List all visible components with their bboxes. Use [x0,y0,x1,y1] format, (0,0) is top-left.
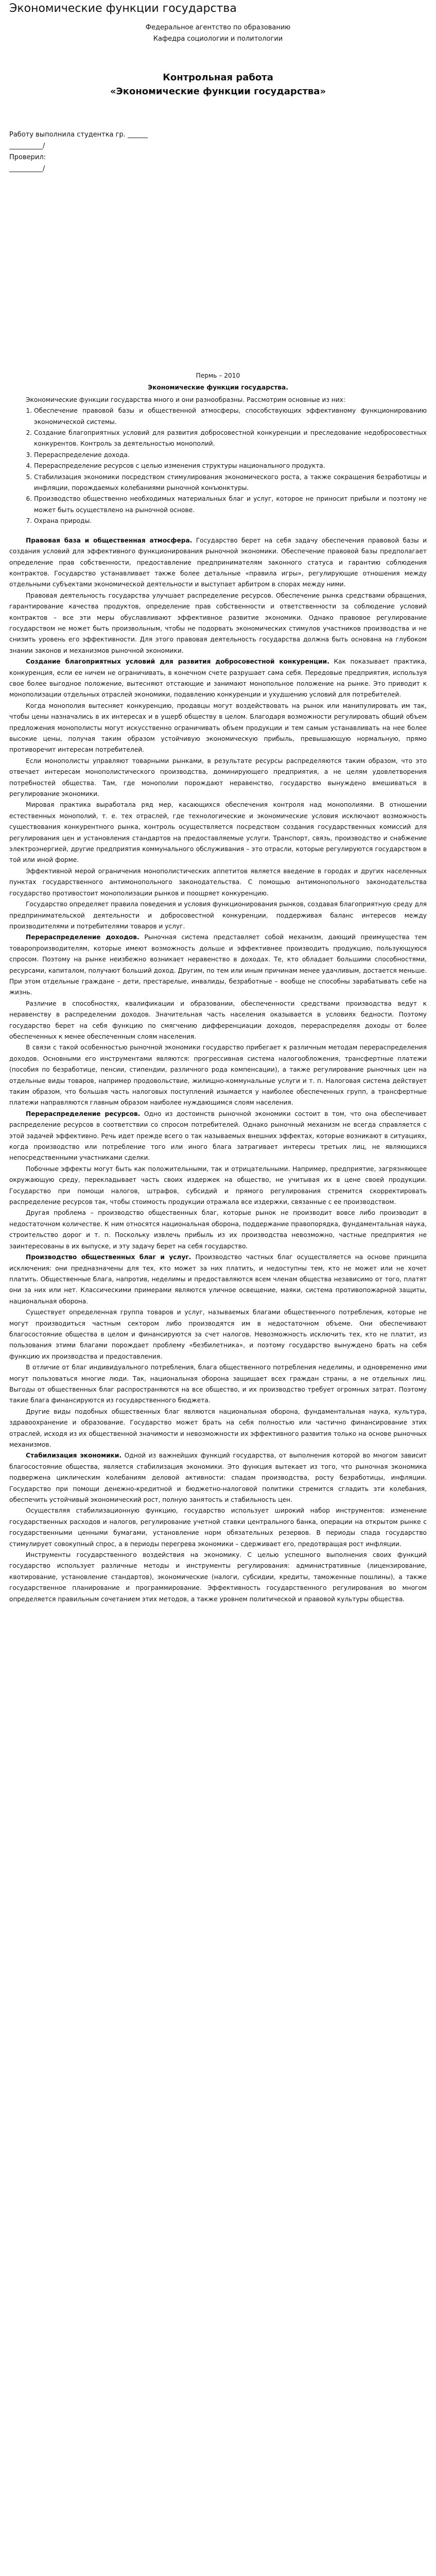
paragraph [9,656,427,701]
paragraph [9,535,427,590]
spacer [9,175,427,370]
author-line: Работу выполнила студентка гр. ______ [9,131,148,139]
checker-label: Проверил: [9,154,46,161]
department-line: Кафедра социологии и политологии [153,35,283,43]
paragraph-text: Государство берет на себя задачу обеспечения правовой базы и создания условий для эффективного функционирования рыночной экономики. Обеспечение правовой базы предполагает определение прав собственности, предоставление предпринимателям законного статуса и гарантию соблюдения контрактов. Государство устанавливает также более детальные «правила игры», регулирующие отношения между отдельными субъектами экономической деятельности и выступает арбитром в спорах между ними. [9,536,427,588]
list-item: 1. Обеспечение правовой базы и общественной атмосферы, способствующих эффективному функционированию экономической системы. [34,405,427,428]
list-item: 2. Создание благоприятных условий для развития добросовестной конкуренции и преследование недобросовестных конкурентов. Контроль за деятельностью монополий. [34,428,427,450]
author-form [9,129,427,175]
section-heading: Перераспределение ресурсов. [26,1110,141,1117]
work-type: Контрольная работа [163,72,273,83]
checker-signature-line: __________/ [9,165,45,173]
paragraph: Другие виды подобных общественных благ являются национальная оборона, фундаментальная наука, культура, здравоохранение и образование. Государство может брать на себя полностью или частично финансирование этих отраслей, исходя из их общественной значимости и невозможности их эффективного развития только на основе рыночных механизмов. [9,1408,427,1448]
list-item: 7. Охрана природы. [34,516,427,527]
functions-list [9,405,427,527]
list-item: 4. Перераспределение ресурсов с целью изменения структуры национального продукта. [34,461,427,471]
author-signature-line: __________/ [9,142,45,150]
paragraph: В связи с такой особенностью рыночной экономики государство прибегает к различным методам перераспределения доходов. Основными его инструментами являются: прогрессивная система налогообложения, трансфертные платежи (пособия по безработице, пенсии, стипендии, различного рода компенсации), а также регулирование рыночных цен на отдельные виды товаров, например продовольствие, жилищно-коммунальные услуги и т. п. Налоговая система действует таким образом, что большая часть налоговых поступлений изымается у наиболее обеспеченных групп, а трансфертные платежи направляются главным образом наиболее нуждающимся слоям населения. [9,1044,427,1107]
paragraph [9,1109,427,1164]
city-year: Пермь – 2010 [196,372,240,379]
section-heading: Производство общественных благ и услуг. [26,1253,191,1261]
section-heading: Стабилизация экономики. [26,1452,122,1460]
section-heading: Создание благоприятных условий для развития добросовестной конкуренции. [26,658,329,666]
list-item: 5. Стабилизация экономики посредством стимулирования экономического роста, а также сокращения безработицы и инфляции, порождаемых колебаниями рыночной конъюнктуры. [34,472,427,494]
paragraph: Мировая практика выработала ряд мер, касающихся обеспечения контроля над монополиями. В отношении естественных монополий, т. е. тех отраслей, где технологические и экономические условия исключают возможность существования конкурентного рынка, контроль осуществляется посредством создания государственных комиссий для регулирования цен и установления стандартов на предоставляемые услуги. Транспорт, связь, производство и снабжение электроэнергией, другие предприятия коммунального обслуживания – это отрасли, которые регулируются государством в той или иной форме. [9,801,427,864]
section-heading: Перераспределение доходов. [26,934,139,941]
paragraph: Когда монополия вытесняет конкуренцию, продавцы могут воздействовать на рынок или манипулировать им так, чтобы цены назначались в их интересах и в ущерб обществу в целом. Благодаря возможности регулировать общий объем предложения монополисты могут искусственно ограничивать объем продукции и тем самым устанавливать на нее более высокие цены, получая таким образом устойчивую экономическую прибыль, превышающую нормальную, прямо противоречит интересам потребителей. [9,702,427,754]
paragraph [9,932,427,998]
paragraph [9,1450,427,1505]
paragraph [9,1252,427,1307]
paragraph: Осуществляя стабилизационную функцию, государство использует широкий набор инструментов: изменение государственных расходов и налогов, регулирование учетной ставки центрального банка, операции на открытом рынке с государственными ценными бумагами, установление норм обязательных резервов. В периоды спада государство стимулирует совокупный спрос, а в периоды перегрева экономики – сдерживает его, предотвращая рост инфляции. [9,1507,427,1548]
paragraph: Другая проблема – производство общественных благ, которые рынок не производит вовсе либо производит в недостаточном количестве. К ним относятся национальная оборона, поддержание правопорядка, фундаментальная наука, строительство дорог и т. п. Поскольку извлечь прибыль из их производства невозможно, частные предприятия не заинтересованы в их выпуске, и эту задачу берет на себя государство. [9,1209,427,1250]
list-item: 3. Перераспределение дохода. [34,450,427,461]
paragraph: Эффективной мерой ограничения монополистических аппетитов является введение в городах и других населенных пунктах государственного антимонопольного законодательства. С помощью антимонопольного законодательства государство противостоит монополизации рынков и поощряет конкуренцию. [9,867,427,897]
document-top-title: Экономические функции государства [9,2,237,15]
section-heading: Правовая база и общественная атмосфера. [26,536,193,544]
intro-paragraph: Экономические функции государства много и они разнообразны. Рассмотрим основные из них: [26,396,346,403]
paragraph-text: Как показывает практика, конкуренция, если ее ничем не ограничивать, в конечном счете разрушает сама себя. Передовые предприятия, используя свое более выгодное положение, вытесняют отстающие и занимают монопольное положение на рынке. Это приводит к монополизации отдельных отраслей экономики, подавлению конкуренции и ухудшению условий для потребителей. [9,658,427,699]
paragraph: Существует определенная группа товаров и услуг, называемых благами общественного потребления, которые не могут производиться частным сектором либо производятся им в недостаточном объеме. Они обеспечивают благосостояние общества в целом и финансируются за счет налогов. Невозможность исключить тех, кто не платит, из пользования этими благами порождает проблему «безбилетника», и поэтому государство вынуждено брать на себя функцию их производства и предоставления. [9,1309,427,1360]
paragraph: Если монополисты управляют товарными рынками, в результате ресурсы распределяются таким образом, что это отвечает интересам монополистического производства, доминирующего предприятия, а не целям удовлетворения потребностей общества. Там, где монополии порождают неравенство, государство вынуждено вмешиваться в регулирование экономики. [9,757,427,798]
paragraph-text: Одной из важнейших функций государства, от выполнения которой во многом зависит благосостояние общества, является стабилизация экономики. Это функция вытекает из того, что рыночная экономика подвержена циклическим колебаниям деловой активности: спадам производства, росту безработицы, инфляции. Государство при помощи денежно-кредитной и бюджетно-налоговой политики стремится сгладить эти колебания, обеспечить устойчивый экономический рост, полную занятость и стабильность цен. [9,1452,427,1504]
agency-line: Федеральное агентство по образованию [145,24,291,31]
paragraph: Государство определяет правила поведения и условия функционирования рынков, создавая благоприятную среду для предпринимательской деятельности и добросовестной конкуренции, поддерживая баланс интересов между производителями и потребителями товаров и услуг. [9,901,427,930]
paragraph: В отличие от благ индивидуального потребления, блага общественного потребления неделимы, и одновременно ими могут пользоваться многие люди. Так, национальная оборона защищает всех граждан страны, а не отдельных лиц. Выгоды от общественных благ распространяются на все общество, и их производство требует огромных затрат. Поэтому такие блага финансируются из государственного бюджета. [9,1364,427,1404]
paragraph: Различие в способностях, квалификации и образовании, обеспеченности средствами производства ведут к неравенству в распределении доходов. Значительная часть населения оказывается в условиях бедности. Поэтому государство берет на себя функцию по смягчению дифференциации доходов, перераспределяя доходы от более обеспеченных к менее обеспеченным слоям населения. [9,999,427,1040]
work-title: «Экономические функции государства» [110,86,326,97]
paragraph: Побочные эффекты могут быть как положительными, так и отрицательными. Например, предприятие, загрязняющее окружающую среду, перекладывает часть своих издержек на общество, не учитывая их в цене своей продукции. Государство при помощи налогов, штрафов, субсидий и прямого регулирования стремится скорректировать распределение ресурсов так, чтобы стоимость продукции отражала все издержки, связанные с ее производством. [9,1165,427,1206]
list-item: 6. Производство общественно необходимых материальных благ и услуг, которое не приносит прибыли и поэтому не может быть осуществлено на рыночной основе. [34,494,427,516]
paragraph-text: Рыночная система представляет собой механизм, дающий преимущества тем товаропроизводителям, которые имеют возможность дольше и эффективнее производить продукцию, пользующуюся спросом. Поэтому на рынке неизбежно возникает неравенство в доходах. Те, кто обладает большими способностями, ресурсами, капиталом, получают больший доход. Другим, по тем или иным причинам менее удачливым, достается меньше. При этом отдельные граждане – дети, престарелые, инвалиды, безработные – вообще не способны зарабатывать себе на жизнь. [9,934,427,996]
paragraph: Инструменты государственного воздействия на экономику. С целью успешного выполнения своих функций государство использует различные методы и инструменты регулирования: административные (лицензирование, квотирование, установление стандартов), экономические (налоги, субсидии, кредиты, таможенные пошлины), а также государственное планирование и программирование. Эффективность государственного регулирования во многом определяется правильным сочетанием этих методов, а также уровнем политической и правовой культуры общества. [9,1551,427,1603]
paragraph: Правовая деятельность государства улучшает распределение ресурсов. Обеспечение рынка средствами обращения, гарантирование качества продуктов, определение прав собственности и ответственности за соблюдение условий контрактов – все эти меры обуславливают эффективное развитие экономики. Однако правовое регулирование государством не может быть произвольным, чтобы не подорвать экономических стимулов участников производства и не снизить уровень его эффективности. Для этого правовая деятельность государства должна быть основана на глубоком знании законов и механизмов рыночной экономики. [9,591,427,654]
section-title: Экономические функции государства. [148,384,288,392]
paragraph-text: Одно из достоинств рыночной экономики состоит в том, что она обеспечивает распределение ресурсов в соответствии со спросом потребителей. Однако рыночный механизм не всегда справляется с этой задачей эффективно. Речь идет прежде всего о так называемых внешних эффектах, которые возникают в ситуациях, когда производство или потребление того или иного блага затрагивает интересы третьих лиц, не являющихся непосредственными участниками сделки. [9,1110,427,1162]
paragraph-text: Производство частных благ осуществляется на основе принципа исключения: они предназначены для тех, кто может за них платить, и недоступны тем, кто не может или не хочет платить. Общественные блага, напротив, неделимы и предоставляются всем членам общества независимо от того, платят они за них или нет. Классическими примерами являются уличное освещение, маяки, система противопожарной защиты, национальная оборона. [9,1253,427,1305]
